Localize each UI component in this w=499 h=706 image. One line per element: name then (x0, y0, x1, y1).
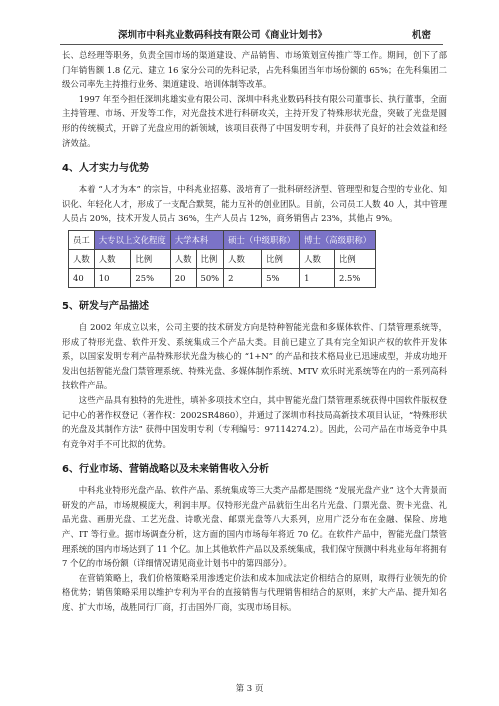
table-header-cell: 博士（高级职称） (300, 230, 376, 249)
table-cell: 2.5% (335, 268, 376, 287)
intro-paragraph-1: 长、总经理等职务，负责全国市场的渠道建设、产品销售、市场策划宣传推广等工作。期间，创下了部门年销售额 1.8 亿元、建立 16 家分公司的先科记录，占先科集团当年市场份额的 65%；在先科集团二级公司率先主持推行业务、渠道建设、培训体制等改革。 (62, 50, 447, 90)
section-6-paragraph-1: 中科兆业特形光盘产品、软件产品、系统集成等三大类产品都是围绕 “发展光盘产业” 这个大背景而研发的产品，市场规模庞大，利润丰厚。仅特形光盘产品就衍生出名片光盘、门票光盘、贺卡光盘、礼品光盘、画册光盘、工艺光盘、诗歌光盘、邮票光盘等八大系列，应用广泛分布在金融、保险、房地产、IT 等行业。据市场调查分析，这方面的国内市场每年将近 70 亿。在软件产品中，智能光盘门禁管理系统的国内市场达到了 11 个亿。加上其他软件产品以及系统集成，我们保守预测中科兆业每年将拥有 7 个亿的市场份额（详细情况请见商业计划书中的第四部分）。 (62, 485, 447, 569)
section-5-paragraph-1: 自 2002 年成立以来，公司主要的技术研发方向是特种智能光盘和多媒体软件、门禁管理系统等，形成了特形光盘、软件开发、系统集成三个产品大类。目前已建立了具有完全知识产权的软件开发体系，以国家发明专利产品特殊形状光盘为核心的 “1+N” 的产品和技术格局业已迅速成型，并成功地开发出包括智能光盘门禁管理系统、特殊光盘、多媒体制作系统、MTV 欢乐时光系统等在内的一系列高科技软件产品。 (62, 321, 447, 391)
table-cell: 5% (262, 268, 300, 287)
table-cell: 员工 (69, 230, 95, 249)
table-cell: 40 (69, 268, 95, 287)
header-confidential: 机密 (411, 30, 431, 41)
table-cell: 人数 (224, 249, 262, 268)
table-cell: 人数 (170, 249, 196, 268)
table-cell: 50% (196, 268, 224, 287)
table-cell: 1 (300, 268, 335, 287)
header-company: 深圳市中科兆业数码科技有限公司《商业计划书》 (118, 30, 328, 41)
page-content (62, 48, 447, 615)
section-5-paragraph-2: 这些产品具有独特的先进性，填补多项技术空白，其中智能光盘门禁管理系统获得中国软件版权登记中心的著作权登记（著作权：2002SR4860），并通过了深圳市科技局高新技术项目认证，“特殊形状的光盘及其制作方法” 获得中国发明专利（专利编号：97114274.2）。因此，公司产品在市场竞争中具有竞争对手不可比拟的优势。 (62, 394, 447, 449)
table-cell: 比例 (335, 249, 376, 268)
table-header-cell: 大专以上文化程度 (94, 230, 170, 249)
table-cell: 10 (94, 268, 131, 287)
page-header (60, 22, 443, 45)
table-cell: 20 (170, 268, 196, 287)
intro-paragraph-2: 1997 年至今担任深圳兆雄实业有限公司、深圳中科兆业数码科技有限公司董事长、执行董事，全面主持管理、市场、开发等工作，对光盘技术进行科研攻关，主持开发了特殊形状光盘，突破了光盘是圆形的传统模式，开辟了光盘应用的新领域，该项目获得了中国发明专利，并获得了良好的社会效益和经济效益。 (62, 93, 447, 148)
table-header-cell: 大学本科 (170, 230, 223, 249)
table-cell: 比例 (196, 249, 224, 268)
section-6-heading: 6、行业市场、营销战略以及未来销售收入分析 (62, 464, 269, 476)
table-cell: 人数 (69, 249, 95, 268)
table-cell: 人数 (94, 249, 131, 268)
table-row (69, 230, 376, 249)
table-cell: 人数 (300, 249, 335, 268)
table-cell: 比例 (131, 249, 170, 268)
table-row (69, 268, 376, 287)
section-6-paragraph-2: 在营销策略上，我们价格策略采用渗透定价法和成本加成法定价相结合的原则，取得行业领先的价格优势；销售策略采用以维护专利为平台的直接销售与代理销售相结合的原则，来扩大产品、提升知名度、扩大市场，战胜同行厂商，打击国外厂商，实现市场目标。 (62, 572, 447, 613)
table-cell: 25% (131, 268, 170, 287)
section-5-heading: 5、研发与产品描述 (62, 300, 149, 312)
section-4-heading: 4、人才实力与优势 (62, 163, 149, 175)
section-4-paragraph: 本着 “人才为本” 的宗旨，中科兆业招募、汲培育了一批科研经济型、管理型和复合型的专业化、知识化、年轻化人才，形成了一支配合默契，能力互补的创业团队。目前，公司员工人数 40 人，其中管理人员占 20%，技术开发人员占 36%，生产人员占 12%，商务销售占 23%，其他占 9%。 (62, 184, 447, 224)
staff-table (68, 230, 376, 288)
table-cell: 2 (224, 268, 262, 287)
table-cell: 比例 (262, 249, 300, 268)
page-number: 第 3 页 (235, 684, 264, 694)
table-row (69, 249, 376, 268)
table-header-cell: 硕士（中级职称） (224, 230, 300, 249)
